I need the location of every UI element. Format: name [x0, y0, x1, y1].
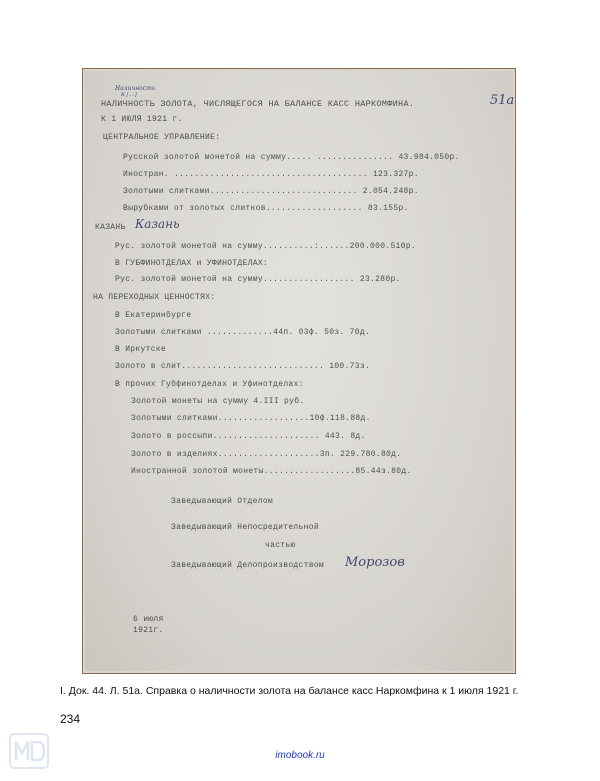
- section-heading: В ГУБФИНОТДЕЛАХ и УФИНОТДЕЛАХ:: [115, 259, 269, 268]
- ledger-line: Русской золотой монетой на сумму..... ............... 43.984.050р.: [123, 153, 460, 162]
- ledger-line: Золото в россыпи..................... 443. 8д.: [131, 432, 366, 441]
- document-scan: [82, 68, 516, 674]
- ledger-line: В прочих Губфинотделах и Уфинотделах:: [115, 380, 304, 389]
- ledger-line: Золотыми слитками .............44п. 03ф. 50з. 70д.: [115, 328, 371, 337]
- sheet-number: 51а: [490, 93, 515, 108]
- ledger-line: Золотой монеты на сумму 4.III руб.: [131, 397, 305, 406]
- signature-line: частью: [265, 541, 296, 550]
- section-heading: ЦЕНТРАЛЬНОЕ УПРАВЛЕНИЕ:: [103, 133, 221, 142]
- ledger-line: Рус. золотой монетой на сумму..........:......200.000.510р.: [115, 242, 416, 251]
- ledger-line: Рус. золотой монетой на сумму.................. 23.280р.: [115, 275, 401, 284]
- handwritten-signature: Морозов: [345, 555, 405, 570]
- ledger-line: В Иркутске: [115, 345, 167, 354]
- ledger-line: Золотыми слитками..................10ф.118.88д.: [131, 414, 371, 423]
- paper-sheet: [85, 71, 513, 671]
- section-heading: НА ПЕРЕХОДНЫХ ЦЕННОСТЯХ:: [93, 293, 216, 302]
- signature-line: Заведывающий Делопроизводством: [171, 561, 325, 570]
- ledger-line: В Екатеринбурге: [115, 311, 192, 320]
- handwritten-kazan: Казань: [135, 217, 180, 231]
- figure-caption: I. Док. 44. Л. 51а. Справка о наличности золота на балансе касс Наркомфина к 1 июля 1921 г.: [60, 685, 519, 697]
- site-link[interactable]: imobook.ru: [275, 750, 325, 761]
- ledger-line: Иностранной золотой монеты..................85.44з.80д.: [131, 467, 412, 476]
- page-number: 234: [60, 712, 81, 726]
- handwritten-note: К [....]: [121, 92, 137, 98]
- document-title: НАЛИЧНОСТЬ ЗОЛОТА, ЧИСЛЯЩЕГОСЯ НА БАЛАНСЕ КАСС НАРКОМФИНА.: [101, 99, 415, 109]
- document-footer-date: 6 июля: [133, 615, 164, 624]
- section-heading: КАЗАНЬ: [95, 223, 126, 232]
- ledger-line: Золото в слит............................ 100.73з.: [115, 362, 371, 371]
- ledger-line: Золото в изделиях....................3п. 229.780.80д.: [131, 450, 402, 459]
- document-date: К 1 ИЮЛЯ 1921 г.: [101, 115, 183, 124]
- ledger-line: Вырубками от золотых слитков................... 83.155р.: [123, 204, 409, 213]
- document-footer-date: 1921г.: [133, 626, 164, 635]
- signature-line: Заведывающий Непосредительной: [171, 523, 319, 532]
- signature-line: Заведывающий Отделом: [171, 497, 274, 506]
- handwritten-note: Наличность: [115, 85, 156, 92]
- ledger-line: Иностран. ...................................... 123.327р.: [123, 170, 419, 179]
- ledger-line: Золотыми слитками............................. 2.054.248р.: [123, 187, 419, 196]
